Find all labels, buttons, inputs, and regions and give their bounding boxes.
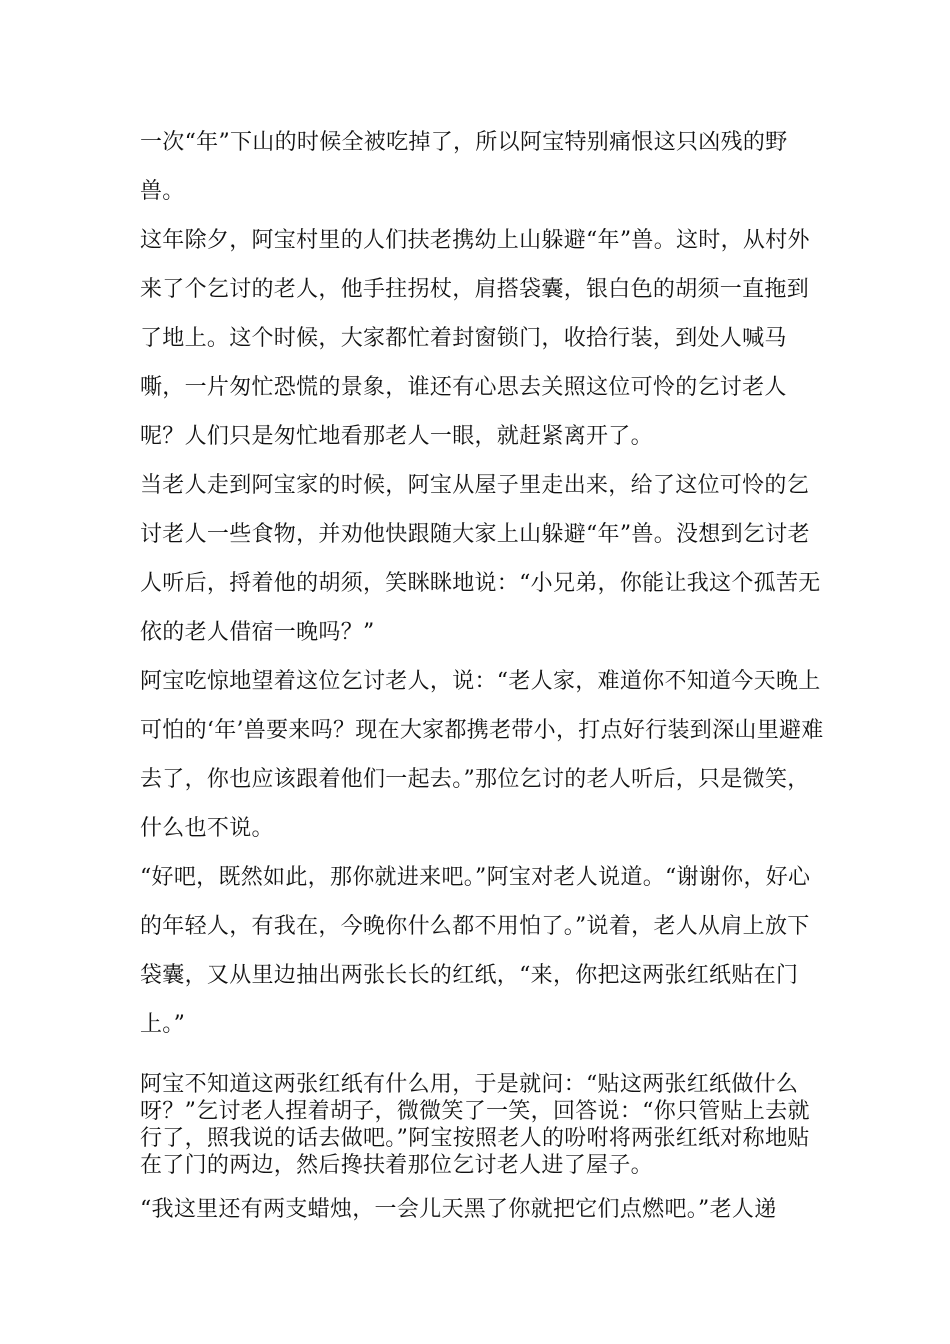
paragraph-5: “好吧，既然如此，那你就进来吧。”阿宝对老人说道。“谢谢你，好心的年轻人，有我在，今晚你什么都不用怕了。”说着，老人从肩上放下袋囊，又从里边抽出两张长长的红纸，“来，你把这两张红纸贴在门上。” xyxy=(140,865,811,1037)
paragraph-6: 阿宝不知道这两张红纸有什么用，于是就问：“贴这两张红纸做什么呀？”乞讨老人捏着胡子，微微笑了一笑，回答说：“你只管贴上去就行了，照我说的话去做吧。”阿宝按照老人的吩咐将两张红纸对称地贴在了门的两边，然后搀扶着那位乞讨老人进了屋子。 xyxy=(140,1072,810,1178)
paragraph-1: 一次“年”下山的时候全被吃掉了，所以阿宝特别痛恨这只凶残的野兽。 xyxy=(140,130,788,204)
paragraph-4: 阿宝吃惊地望着这位乞讨老人，说：“老人家，难道你不知道今天晚上可怕的‘年’兽要来吗？现在大家都携老带小，打点好行装到深山里避难去了，你也应该跟着他们一起去。”那位乞讨的老人听后，只是微笑，什么也不说。 xyxy=(140,669,824,841)
paragraph-3: 当老人走到阿宝家的时候，阿宝从屋子里走出来，给了这位可怜的乞讨老人一些食物，并劝他快跟随大家上山躲避“年”兽。没想到乞讨老人听后，捋着他的胡须，笑眯眯地说：“小兄弟，你能让我这个孤苦无依的老人借宿一晚吗？” xyxy=(140,473,821,645)
paragraph-7: “我这里还有两支蜡烛，一会儿天黑了你就把它们点燃吧。”老人递 xyxy=(140,1197,777,1222)
paragraph-2: 这年除夕，阿宝村里的人们扶老携幼上山躲避“年”兽。这时，从村外来了个乞讨的老人，他手拄拐杖，肩搭袋囊，银白色的胡须一直拖到了地上。这个时候，大家都忙着封窗锁门，收拾行装，到处人喊马嘶，一片匆忙恐慌的景象，谁还有心思去关照这位可怜的乞讨老人呢？人们只是匆忙地看那老人一眼，就赶紧离开了。 xyxy=(140,228,810,449)
